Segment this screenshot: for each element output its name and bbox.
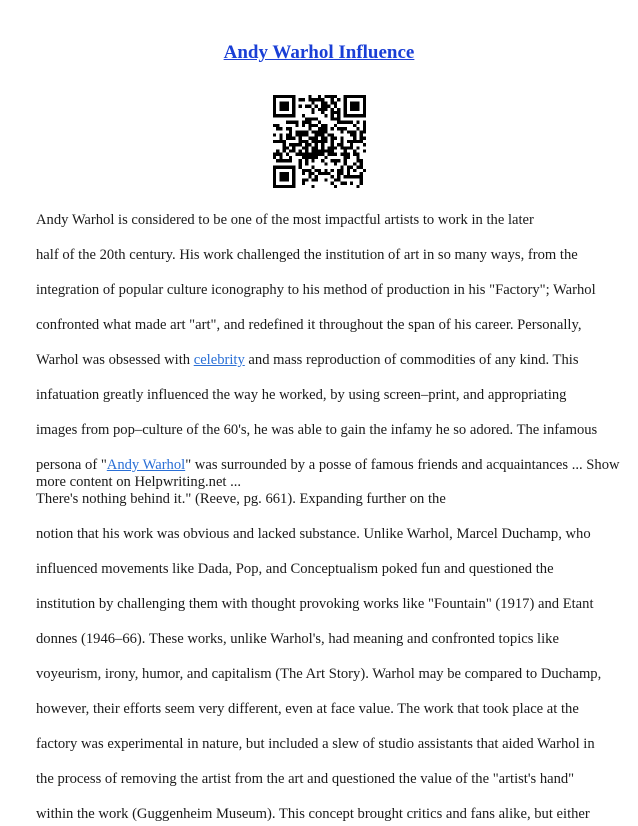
p2-line-10: within the work (Guggenheim Museum). This concept brought critics and fans alike, but either bbox=[36, 806, 590, 822]
celebrity-link[interactable]: celebrity bbox=[193, 352, 245, 368]
p2-line-6: voyeurism, irony, humor, and capitalism (The Art Story). Warhol may be compared to Duchamp, bbox=[36, 666, 602, 682]
p2-line-4: institution by challenging them with thought provoking works like "Fountain" (1917) and Etant bbox=[36, 596, 594, 612]
p2-line-9: the process of removing the artist from the art and questioned the value of the "artist's hand" bbox=[36, 771, 575, 787]
qr-code-icon[interactable] bbox=[273, 95, 366, 188]
p1-line-8-post: " was surrounded by a posse of famous friends and acquaintances ... Show bbox=[185, 457, 620, 473]
p2-line-7: however, their efforts seem very different, even at face value. The work that took place at the bbox=[36, 701, 579, 717]
p1-line-7: images from pop–culture of the 60's, he was able to gain the infamy he so adored. The infamous bbox=[36, 422, 598, 438]
p2-line-3: influenced movements like Dada, Pop, and Conceptualism poked fun and questioned the bbox=[36, 561, 554, 577]
p1-line-2: half of the 20th century. His work challenged the institution of art in so many ways, from the bbox=[36, 247, 578, 263]
p1-line-5-pre: Warhol was obsessed with bbox=[36, 352, 194, 368]
p2-line-5: donnes (1946–66). These works, unlike Warhol's, had meaning and confronted topics like bbox=[36, 631, 559, 647]
p2-line-1: There's nothing behind it." (Reeve, pg. 661). Expanding further on the bbox=[36, 491, 446, 507]
p1-line-3: integration of popular culture iconography to his method of production in his "Factory"; Warhol bbox=[36, 282, 596, 298]
page-title bbox=[0, 42, 638, 64]
show-more-line[interactable]: more content on Helpwriting.net ... bbox=[36, 474, 242, 490]
p1-line-6: infatuation greatly influenced the way he worked, by using screen–print, and appropriating bbox=[36, 387, 567, 403]
p1-line-5-post: and mass reproduction of commodities of any kind. This bbox=[244, 352, 579, 368]
p1-line-4: confronted what made art "art", and redefined it throughout the span of his career. Personally, bbox=[36, 317, 582, 333]
title-link[interactable]: Andy Warhol Influence bbox=[223, 42, 415, 63]
p1-line-5 bbox=[36, 352, 579, 369]
p1-line-1: Andy Warhol is considered to be one of the most impactful artists to work in the later bbox=[36, 212, 534, 228]
p2-line-2: notion that his work was obvious and lacked substance. Unlike Warhol, Marcel Duchamp, who bbox=[36, 526, 591, 542]
andy-warhol-link[interactable]: Andy Warhol bbox=[106, 457, 186, 473]
p1-line-8-pre: persona of " bbox=[36, 457, 107, 473]
p1-line-8 bbox=[36, 457, 620, 474]
p2-line-8: factory was experimental in nature, but included a slew of studio assistants that aided Warhol in bbox=[36, 736, 595, 752]
